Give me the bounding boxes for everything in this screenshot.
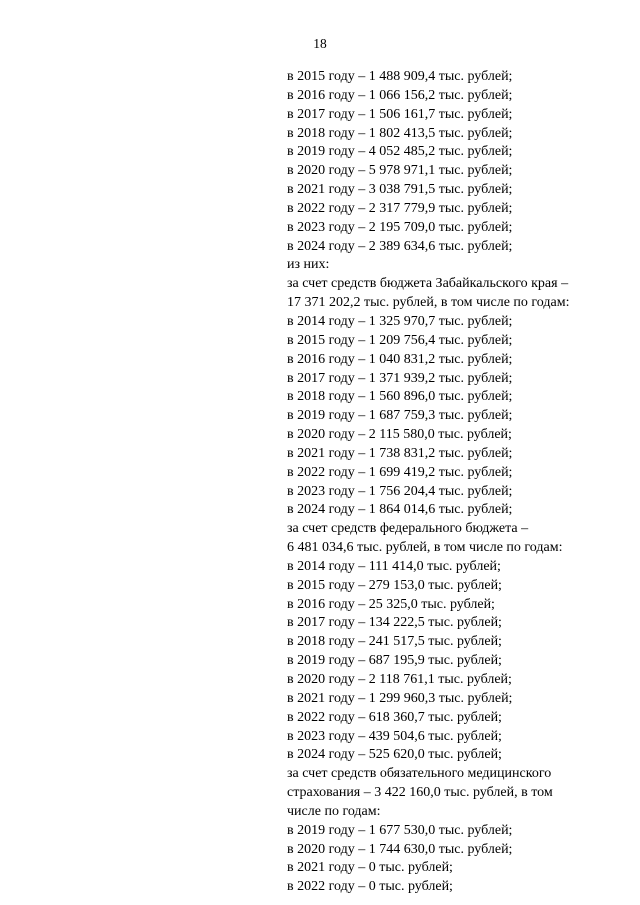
text-line: в 2020 году – 2 115 580,0 тыс. рублей; — [287, 427, 512, 443]
text-line: в 2020 году – 1 744 630,0 тыс. рублей; — [287, 841, 513, 857]
text-line: в 2020 году – 2 118 761,1 тыс. рублей; — [287, 672, 512, 687]
text-line: в 2014 году – 111 414,0 тыс. рублей; — [287, 558, 501, 574]
section-heading: за счет средств бюджета Забайкальского края – — [287, 276, 569, 292]
text-line: в 2018 году – 1 802 413,5 тыс. рублей; — [287, 125, 513, 141]
text-line: в 2023 году – 2 195 709,0 тыс. рублей; — [287, 219, 513, 235]
text-line: в 2015 году – 1 488 909,4 тыс. рублей; — [287, 69, 513, 84]
text-line: в 2021 году – 0 тыс. рублей; — [287, 860, 453, 876]
section-total: 6 481 034,6 тыс. рублей, в том числе по годам: — [287, 540, 563, 556]
text-line: в 2016 году – 1 040 831,2 тыс. рублей; — [287, 351, 513, 367]
text-line: в 2015 году – 1 209 756,4 тыс. рублей; — [287, 332, 513, 348]
text-line: в 2024 году – 1 864 014,6 тыс. рублей; — [287, 502, 513, 518]
section-total: страхования – 3 422 160,0 тыс. рублей, в том — [287, 785, 553, 801]
text-line: в 2023 году – 439 504,6 тыс. рублей; — [287, 728, 502, 744]
text-line: в 2014 году – 1 325 970,7 тыс. рублей; — [287, 313, 513, 329]
text-line: в 2022 году – 2 317 779,9 тыс. рублей; — [287, 200, 513, 216]
page-number: 18 — [313, 36, 327, 51]
text-line: в 2021 году – 3 038 791,5 тыс. рублей; — [287, 182, 513, 198]
text-line: в 2024 году – 2 389 634,6 тыс. рублей; — [287, 238, 513, 254]
section-subheading: числе по годам: — [287, 803, 381, 819]
text-line: в 2018 году – 1 560 896,0 тыс. рублей; — [287, 389, 513, 405]
text-line: в 2021 году – 1 738 831,2 тыс. рублей; — [287, 445, 513, 461]
text-line: в 2022 году – 0 тыс. рублей; — [287, 879, 453, 895]
text-line: в 2017 году – 1 506 161,7 тыс. рублей; — [287, 106, 513, 122]
text-line: в 2019 году – 4 052 485,2 тыс. рублей; — [287, 144, 513, 160]
text-line: в 2020 году – 5 978 971,1 тыс. рублей; — [287, 163, 513, 179]
section-heading: за счет средств федерального бюджета – — [287, 521, 529, 537]
text-line: в 2024 году – 525 620,0 тыс. рублей; — [287, 747, 502, 763]
funding-text-block — [287, 68, 617, 897]
text-line: в 2019 году – 687 195,9 тыс. рублей; — [287, 653, 502, 669]
text-line: в 2019 году – 1 687 759,3 тыс. рублей; — [287, 408, 513, 424]
section-heading: из них: — [287, 257, 330, 273]
section-total: 17 371 202,2 тыс. рублей, в том числе по годам: — [287, 295, 570, 311]
text-line: в 2019 году – 1 677 530,0 тыс. рублей; — [287, 822, 513, 838]
text-line: в 2021 году – 1 299 960,3 тыс. рублей; — [287, 690, 513, 706]
section-heading: за счет средств обязательного медицинского — [287, 766, 552, 782]
text-line: в 2022 году – 1 699 419,2 тыс. рублей; — [287, 464, 513, 480]
text-line: в 2015 году – 279 153,0 тыс. рублей; — [287, 577, 502, 593]
text-line: в 2023 году – 1 756 204,4 тыс. рублей; — [287, 483, 513, 499]
text-line: в 2017 году – 134 222,5 тыс. рублей; — [287, 615, 502, 631]
text-line: в 2022 году – 618 360,7 тыс. рублей; — [287, 709, 502, 725]
text-line: в 2017 году – 1 371 939,2 тыс. рублей; — [287, 370, 513, 386]
text-line: в 2016 году – 25 325,0 тыс. рублей; — [287, 596, 495, 612]
text-line: в 2018 году – 241 517,5 тыс. рублей; — [287, 634, 502, 650]
text-line: в 2016 году – 1 066 156,2 тыс. рублей; — [287, 87, 513, 103]
